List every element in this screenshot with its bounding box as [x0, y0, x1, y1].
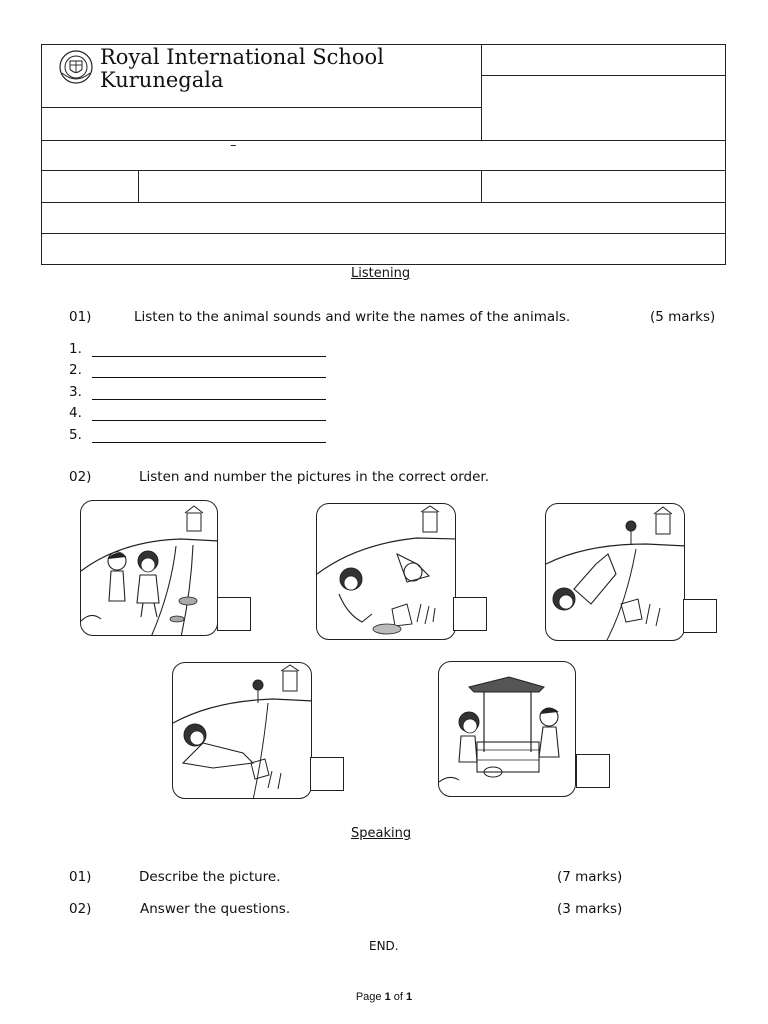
footer-of: of — [390, 991, 407, 1003]
answer-blank[interactable] — [92, 430, 326, 443]
question-number: 02) — [69, 901, 92, 917]
question-number: 02) — [69, 469, 92, 485]
answer-line[interactable] — [69, 341, 326, 357]
story-picture — [545, 503, 685, 641]
answer-blank[interactable] — [92, 387, 326, 400]
footer-prefix: Page — [355, 991, 385, 1003]
story-picture — [172, 662, 312, 799]
header-divider — [41, 202, 726, 203]
story-picture — [316, 503, 456, 640]
header-divider — [138, 170, 139, 202]
answer-number: 4. — [69, 405, 82, 421]
question-marks: (5 marks) — [650, 309, 716, 325]
header-divider — [41, 140, 726, 141]
answer-number: 1. — [69, 341, 82, 357]
question-text: Listen to the animal sounds and write the names of the animals. — [134, 309, 571, 325]
order-number-box[interactable] — [576, 754, 610, 788]
footer-total-pages: 1 — [406, 991, 413, 1003]
order-number-box[interactable] — [217, 597, 251, 631]
listening-section-title: Listening — [351, 266, 411, 281]
order-number-box[interactable] — [683, 599, 717, 633]
answer-blank[interactable] — [92, 365, 326, 378]
order-number-box[interactable] — [310, 757, 344, 791]
speaking-section-title: Speaking — [351, 826, 412, 841]
header-divider — [481, 170, 482, 202]
story-picture — [80, 500, 218, 636]
question-marks: (3 marks) — [557, 901, 623, 917]
header-divider — [41, 107, 481, 108]
answer-blank[interactable] — [92, 344, 326, 357]
answer-line[interactable] — [69, 362, 326, 378]
end-label: END. — [369, 939, 399, 953]
header-divider — [481, 75, 726, 76]
school-name-line2: Kurunegala — [100, 68, 224, 92]
header-dash: – — [230, 138, 237, 153]
answer-number: 3. — [69, 384, 82, 400]
answer-number: 2. — [69, 362, 82, 378]
answer-line[interactable] — [69, 384, 326, 400]
school-crest-logo — [58, 49, 94, 85]
question-number: 01) — [69, 869, 92, 885]
header-divider — [481, 44, 482, 140]
page-footer — [0, 991, 768, 1003]
story-picture — [438, 661, 576, 797]
school-name-line1: Royal International School — [100, 45, 384, 69]
question-number: 01) — [69, 309, 92, 325]
school-name — [100, 46, 384, 92]
order-number-box[interactable] — [453, 597, 487, 631]
footer-current-page: 1 — [384, 991, 391, 1003]
header-divider — [41, 233, 726, 234]
answer-number: 5. — [69, 427, 82, 443]
question-marks: (7 marks) — [557, 869, 623, 885]
answer-blank[interactable] — [92, 408, 326, 421]
question-text: Listen and number the pictures in the correct order. — [139, 469, 489, 485]
question-text: Answer the questions. — [140, 901, 291, 917]
answer-line[interactable] — [69, 427, 326, 443]
answer-line[interactable] — [69, 405, 326, 421]
header-divider — [41, 170, 726, 171]
question-text: Describe the picture. — [139, 869, 281, 885]
